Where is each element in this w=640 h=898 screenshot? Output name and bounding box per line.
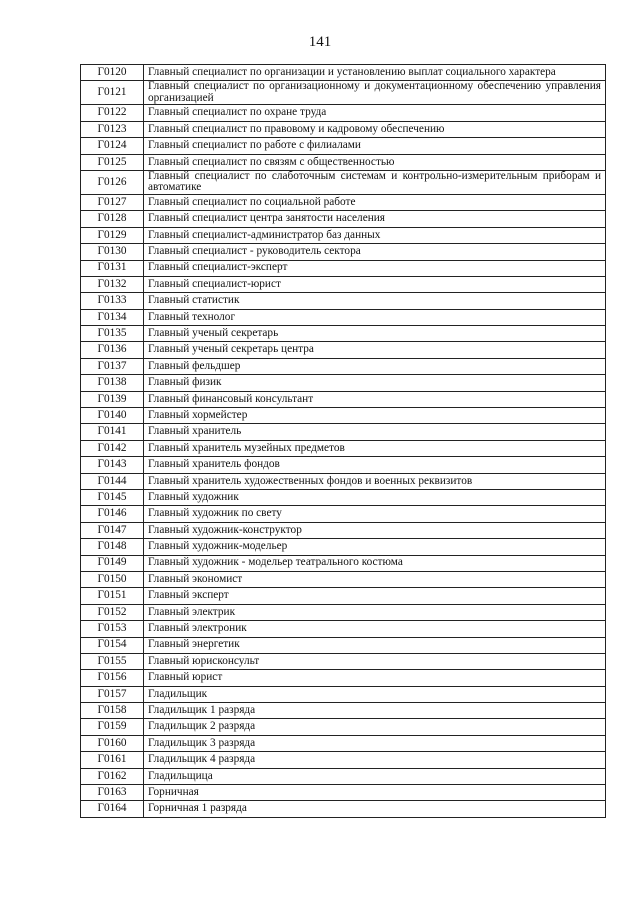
table-row [81, 375, 606, 391]
occupation-code: Г0146 [81, 506, 144, 522]
table-row [81, 211, 606, 227]
table-row [81, 768, 606, 784]
table-row [81, 735, 606, 751]
occupation-title: Горничная [144, 785, 606, 801]
table-row [81, 121, 606, 137]
occupation-code: Г0147 [81, 522, 144, 538]
page-number: 141 [308, 34, 332, 50]
occupation-code: Г0153 [81, 621, 144, 637]
table-row [81, 604, 606, 620]
table-row [81, 440, 606, 456]
table-row [81, 326, 606, 342]
table-row [81, 719, 606, 735]
occupation-title: Главный электроник [144, 621, 606, 637]
occupation-title: Гладильщик 3 разряда [144, 735, 606, 751]
occupation-code: Г0163 [81, 785, 144, 801]
occupation-title: Главный хормейстер [144, 408, 606, 424]
occupation-title: Главный художник-модельер [144, 539, 606, 555]
occupation-title: Главный финансовый консультант [144, 391, 606, 407]
occupation-title: Главный специалист по организационному и документационному обеспечению управления организацией [144, 81, 606, 105]
occupation-title: Главный специалист-администратор баз данных [144, 227, 606, 243]
table-row [81, 653, 606, 669]
occupation-code: Г0138 [81, 375, 144, 391]
table-row [81, 81, 606, 105]
table-row [81, 424, 606, 440]
occupation-title: Главный хранитель [144, 424, 606, 440]
occupation-code: Г0144 [81, 473, 144, 489]
table-row [81, 244, 606, 260]
table-row [81, 801, 606, 817]
table-row [81, 154, 606, 170]
table-row [81, 752, 606, 768]
occupation-code: Г0129 [81, 227, 144, 243]
occupation-title: Главный специалист по правовому и кадровому обеспечению [144, 121, 606, 137]
occupation-code: Г0131 [81, 260, 144, 276]
occupation-title: Главный фельдшер [144, 358, 606, 374]
table-row [81, 637, 606, 653]
table-row [81, 309, 606, 325]
occupation-title: Главный технолог [144, 309, 606, 325]
occupation-code: Г0121 [81, 81, 144, 105]
occupation-code: Г0134 [81, 309, 144, 325]
occupation-title: Главный хранитель музейных предметов [144, 440, 606, 456]
occupation-code: Г0125 [81, 154, 144, 170]
occupation-title: Главный юрисконсульт [144, 653, 606, 669]
occupation-code: Г0137 [81, 358, 144, 374]
occupation-code: Г0122 [81, 105, 144, 121]
occupation-code: Г0152 [81, 604, 144, 620]
occupation-code: Г0139 [81, 391, 144, 407]
occupation-code: Г0148 [81, 539, 144, 555]
occupation-code: Г0143 [81, 457, 144, 473]
occupation-code: Г0160 [81, 735, 144, 751]
occupation-code: Г0150 [81, 571, 144, 587]
table-row [81, 670, 606, 686]
occupation-code: Г0128 [81, 211, 144, 227]
occupation-code: Г0159 [81, 719, 144, 735]
table-row [81, 358, 606, 374]
occupation-title: Главный ученый секретарь [144, 326, 606, 342]
table-row [81, 621, 606, 637]
occupation-title: Главный специалист по работе с филиалами [144, 138, 606, 154]
occupation-title: Главный ученый секретарь центра [144, 342, 606, 358]
occupation-code: Г0157 [81, 686, 144, 702]
table-row [81, 785, 606, 801]
table-row [81, 194, 606, 210]
occupation-title: Главный художник [144, 489, 606, 505]
occupation-title: Главный специалист по социальной работе [144, 194, 606, 210]
occupation-code: Г0145 [81, 489, 144, 505]
table-row [81, 293, 606, 309]
occupation-code: Г0120 [81, 65, 144, 81]
occupation-code: Г0154 [81, 637, 144, 653]
occupation-code: Г0142 [81, 440, 144, 456]
occupation-title: Главный юрист [144, 670, 606, 686]
occupation-title: Главный хранитель художественных фондов и военных реквизитов [144, 473, 606, 489]
occupation-title: Главный экономист [144, 571, 606, 587]
occupation-code: Г0136 [81, 342, 144, 358]
occupation-title: Главный статистик [144, 293, 606, 309]
occupation-title: Главный специалист по охране труда [144, 105, 606, 121]
table-row [81, 408, 606, 424]
occupation-title: Главный специалист-эксперт [144, 260, 606, 276]
occupation-code: Г0161 [81, 752, 144, 768]
table-row [81, 276, 606, 292]
table-row [81, 391, 606, 407]
occupation-title: Главный энергетик [144, 637, 606, 653]
table-row [81, 342, 606, 358]
table-row [81, 457, 606, 473]
occupation-code: Г0149 [81, 555, 144, 571]
occupation-title: Гладильщица [144, 768, 606, 784]
table-row [81, 686, 606, 702]
occupation-code: Г0123 [81, 121, 144, 137]
table-row [81, 260, 606, 276]
occupation-code: Г0158 [81, 703, 144, 719]
occupation-title: Главный хранитель фондов [144, 457, 606, 473]
occupation-code: Г0135 [81, 326, 144, 342]
occupation-code: Г0162 [81, 768, 144, 784]
table-row [81, 703, 606, 719]
occupation-code: Г0156 [81, 670, 144, 686]
table-row [81, 170, 606, 194]
table-row [81, 65, 606, 81]
table-row [81, 489, 606, 505]
table-row [81, 506, 606, 522]
occupation-title: Главный эксперт [144, 588, 606, 604]
table-row [81, 105, 606, 121]
table-row [81, 588, 606, 604]
table-row [81, 473, 606, 489]
occupation-title: Главный специалист по организации и установлению выплат социального характера [144, 65, 606, 81]
occupation-code: Г0155 [81, 653, 144, 669]
occupation-title: Главный специалист - руководитель сектора [144, 244, 606, 260]
occupation-code: Г0164 [81, 801, 144, 817]
table-row [81, 227, 606, 243]
occupation-title: Главный художник по свету [144, 506, 606, 522]
occupation-code: Г0130 [81, 244, 144, 260]
table-row [81, 138, 606, 154]
occupation-code: Г0126 [81, 170, 144, 194]
occupation-title: Главный специалист-юрист [144, 276, 606, 292]
occupation-table [80, 64, 606, 818]
table-row [81, 539, 606, 555]
table-row [81, 522, 606, 538]
table-row [81, 571, 606, 587]
occupation-title: Главный специалист по связям с общественностью [144, 154, 606, 170]
occupation-title: Гладильщик [144, 686, 606, 702]
occupation-code: Г0140 [81, 408, 144, 424]
occupation-title: Главный художник - модельер театрального костюма [144, 555, 606, 571]
occupation-title: Главный художник-конструктор [144, 522, 606, 538]
occupation-title: Гладильщик 1 разряда [144, 703, 606, 719]
occupation-code: Г0151 [81, 588, 144, 604]
occupation-code: Г0141 [81, 424, 144, 440]
occupation-code: Г0133 [81, 293, 144, 309]
occupation-title: Главный физик [144, 375, 606, 391]
occupation-title: Главный электрик [144, 604, 606, 620]
occupation-title: Горничная 1 разряда [144, 801, 606, 817]
occupation-title: Главный специалист по слаботочным системам и контрольно-измерительным приборам и автоматике [144, 170, 606, 194]
occupation-title: Гладильщик 4 разряда [144, 752, 606, 768]
occupation-title: Гладильщик 2 разряда [144, 719, 606, 735]
occupation-title: Главный специалист центра занятости населения [144, 211, 606, 227]
table-row [81, 555, 606, 571]
occupation-code: Г0124 [81, 138, 144, 154]
occupation-code: Г0127 [81, 194, 144, 210]
occupation-code: Г0132 [81, 276, 144, 292]
